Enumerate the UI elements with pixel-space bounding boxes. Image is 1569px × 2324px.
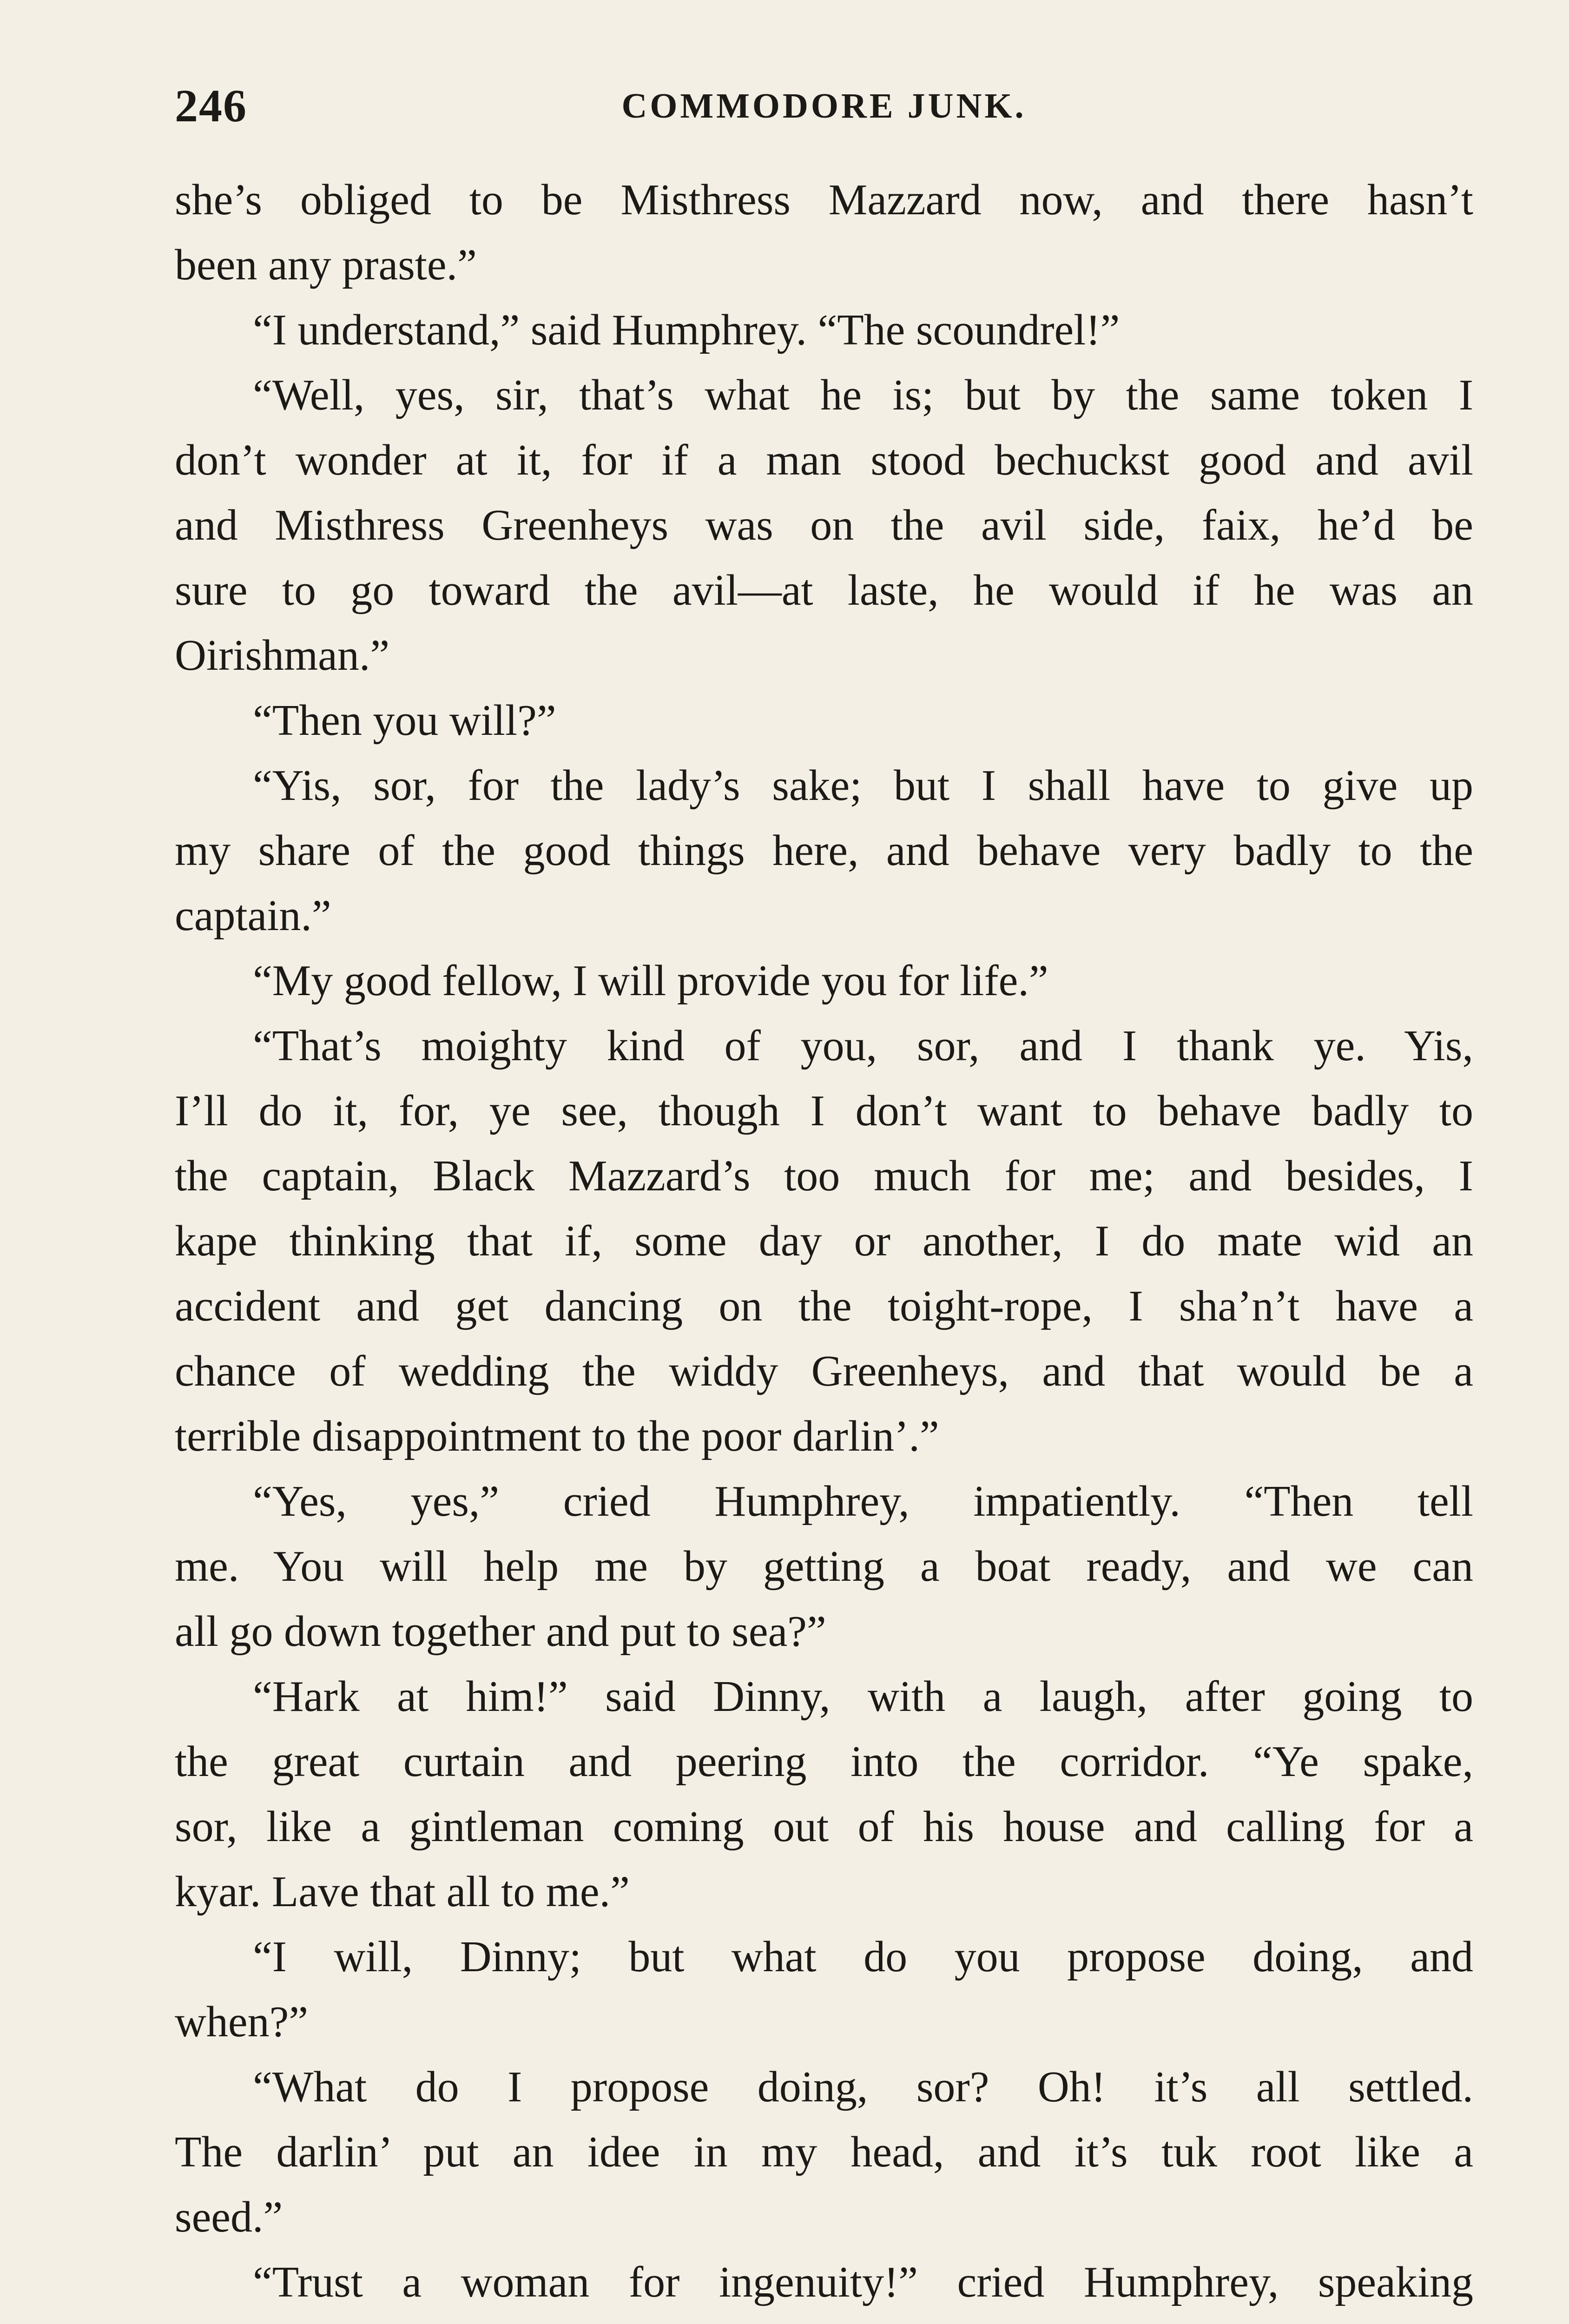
- text-line: when?”: [175, 1998, 309, 2046]
- text-line: she’s obliged to be Misthress Mazzard now, and there hasn’t: [175, 176, 1473, 224]
- running-head: COMMODORE JUNK.: [621, 86, 1027, 125]
- text-line: kape thinking that if, some day or another, I do mate wid an: [175, 1217, 1473, 1265]
- text-line: “Hark at him!” said Dinny, with a laugh, after going to: [253, 1672, 1473, 1721]
- text-line: “Well, yes, sir, that’s what he is; but by the same token I: [253, 371, 1473, 419]
- text-line: “I will, Dinny; but what do you propose doing, and: [253, 1933, 1473, 1981]
- page-number: 246: [175, 80, 247, 132]
- text-line: captain.”: [175, 891, 331, 940]
- text-line: “What do I propose doing, sor? Oh! it’s all settled.: [253, 2063, 1473, 2111]
- text-line: The darlin’ put an idee in my head, and it’s tuk root like a: [175, 2128, 1473, 2176]
- text-line: kyar. Lave that all to me.”: [175, 1868, 630, 1916]
- text-line: and Misthress Greenheys was on the avil side, faix, he’d be: [175, 501, 1473, 549]
- text-line: been any praste.”: [175, 241, 477, 289]
- text-line: “Then you will?”: [253, 696, 556, 745]
- text-line: the great curtain and peering into the corridor. “Ye spake,: [175, 1737, 1473, 1786]
- text-line: sure to go toward the avil—at laste, he would if he was an: [175, 566, 1473, 614]
- text-line: “Trust a woman for ingenuity!” cried Humphrey, speaking: [253, 2258, 1473, 2306]
- text-line: Oirishman.”: [175, 631, 390, 680]
- text-line: I’ll do it, for, ye see, though I don’t want to behave badly to: [175, 1087, 1473, 1135]
- text-line: terrible disappointment to the poor darlin’.”: [175, 1412, 939, 1460]
- text-line: me. You will help me by getting a boat ready, and we can: [175, 1542, 1473, 1591]
- text-line: “Yes, yes,” cried Humphrey, impatiently. “Then tell: [253, 1477, 1473, 1525]
- body-text: [175, 167, 1473, 2315]
- text-line: my share of the good things here, and behave very badly to the: [175, 826, 1473, 875]
- text-line: “My good fellow, I will provide you for life.”: [253, 957, 1048, 1005]
- text-line: the captain, Black Mazzard’s too much for me; and besides, I: [175, 1152, 1473, 1200]
- text-line: all go down together and put to sea?”: [175, 1607, 826, 1656]
- page-header: [175, 78, 1473, 134]
- text-line: chance of wedding the widdy Greenheys, and that would be a: [175, 1347, 1473, 1395]
- text-line: “I understand,” said Humphrey. “The scoundrel!”: [253, 306, 1120, 354]
- text-line: seed.”: [175, 2193, 283, 2241]
- text-line: “That’s moighty kind of you, sor, and I thank ye. Yis,: [253, 1022, 1473, 1070]
- text-line: sor, like a gintleman coming out of his house and calling for a: [175, 1802, 1473, 1851]
- text-line: “Yis, sor, for the lady’s sake; but I shall have to give up: [253, 761, 1473, 810]
- text-line: don’t wonder at it, for if a man stood bechuckst good and avil: [175, 436, 1473, 484]
- text-line: accident and get dancing on the toight-rope, I sha’n’t have a: [175, 1282, 1473, 1330]
